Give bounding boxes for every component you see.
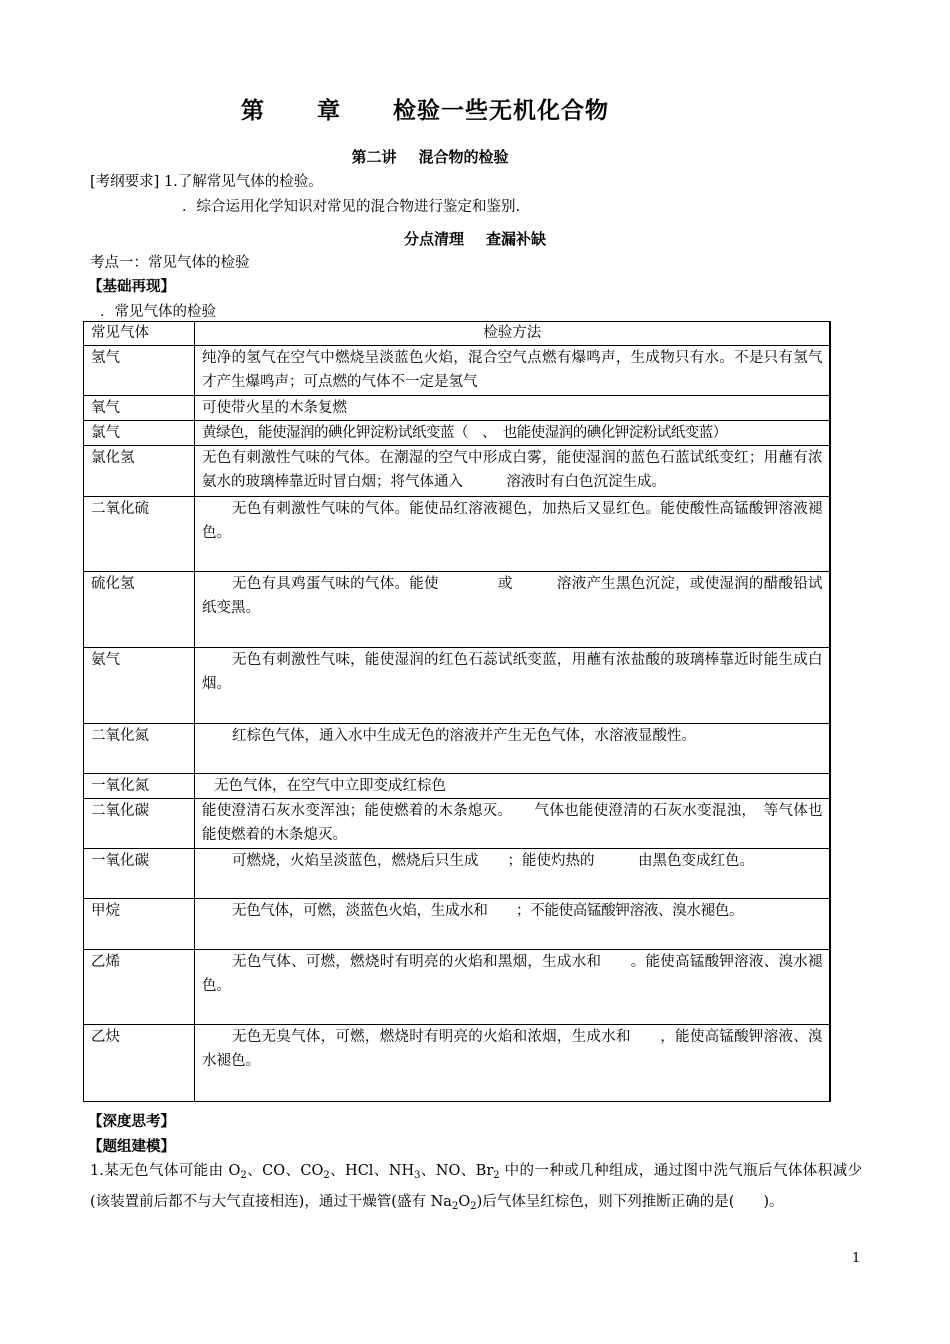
table-row (84, 497, 830, 572)
page-number: 1 (852, 1251, 861, 1266)
gas-test-table (83, 321, 831, 1102)
table-row (84, 849, 830, 899)
subscript: 2 (470, 1201, 477, 1212)
topic-heading: 考点一：常见气体的检验 (90, 255, 250, 271)
formula-text: O (458, 1194, 471, 1210)
table-row (84, 648, 830, 724)
table-row (84, 572, 830, 648)
test-method: 红棕色气体，通入水中生成无色的溶液并产生无色气体，水溶液显酸性。 (195, 724, 830, 774)
test-method: 无色气体，可燃，淡蓝色火焰，生成水和 ；不能使高锰酸钾溶液、溴水褪色。 (195, 899, 830, 950)
table-row (84, 950, 830, 1025)
gas-name: 一氧化碳 (84, 849, 195, 899)
table-row (84, 421, 830, 446)
gas-name: 一氧化氮 (84, 774, 195, 799)
chapter-title-text: 检验一些无机化合物 (393, 98, 609, 124)
table-row (84, 346, 830, 396)
gas-name: 乙烯 (84, 950, 195, 1025)
requirement-item-2: ．综合运用化学知识对常见的混合物进行鉴定和鉴别. (182, 199, 521, 215)
requirements-label: [考纲要求] (90, 174, 160, 190)
deep-thinking-heading: 【深度思考】 (88, 1114, 175, 1130)
gas-name: 氯化氢 (84, 446, 195, 497)
table-header-row (84, 322, 830, 346)
table-row (84, 899, 830, 950)
formula-text: 、CO、CO (246, 1163, 324, 1179)
test-method: 能使澄清石灰水变浑浊；能使燃着的木条熄灭。 气体也能使澄清的石灰水变混浊， 等气体也能使燃着的木条熄灭。 (195, 799, 830, 849)
formula-text: 、NO、Br (420, 1163, 494, 1179)
section-heading-right: 查漏补缺 (486, 230, 547, 248)
table-row (84, 724, 830, 774)
question-1 (90, 1158, 862, 1220)
question-1-prefix: 1.某无色气体可能由 (90, 1163, 224, 1179)
question-1-suffix: )后气体呈红棕色，则下列推断正确的是( )。 (476, 1194, 784, 1210)
chapter-title-right: 章 (317, 98, 341, 124)
test-method: 无色有具鸡蛋气味的气体。能使 或 溶液产生黑色沉淀，或使湿润的醋酸铅试纸变黑。 (195, 572, 830, 648)
column-header-method: 检验方法 (195, 322, 830, 346)
subscript: 2 (451, 1201, 459, 1212)
test-method: 无色无臭气体，可燃，燃烧时有明亮的火焰和浓烟，生成水和 ，能使高锰酸钾溶液、溴水褪色。 (195, 1025, 830, 1102)
basics-heading: 【基础再现】 (88, 279, 175, 295)
subscript: 2 (323, 1170, 330, 1181)
formula-text: 、HCl、NH (329, 1163, 415, 1179)
test-method: 纯净的氢气在空气中燃烧呈淡蓝色火焰，混合空气点燃有爆鸣声，生成物只有水。不是只有氢气才产生爆鸣声；可点燃的气体不一定是氢气 (195, 346, 830, 396)
gas-name: 硫化氢 (84, 572, 195, 648)
gas-name: 二氧化氮 (84, 724, 195, 774)
column-header-gas: 常见气体 (84, 322, 195, 346)
table-caption: ．常见气体的检验 (100, 304, 216, 320)
requirement-item-1: 1.了解常见气体的检验。 (163, 174, 323, 190)
test-method: 可使带火星的木条复燃 (195, 396, 830, 421)
gas-name: 氢气 (84, 346, 195, 396)
requirements-line-1 (90, 170, 323, 191)
table-row (84, 774, 830, 799)
subscript: 3 (414, 1170, 421, 1181)
lecture-title-text: 混合物的检验 (418, 148, 509, 166)
table-row (84, 1025, 830, 1102)
test-method: 可燃烧，火焰呈淡蓝色，燃烧后只生成 ；能使灼热的 由黑色变成红色。 (195, 849, 830, 899)
table-row (84, 446, 830, 497)
table-row (84, 799, 830, 849)
gas-name: 甲烷 (84, 899, 195, 950)
chapter-title-left: 第 (241, 98, 265, 124)
gas-name: 二氧化硫 (84, 497, 195, 572)
chapter-title (0, 92, 850, 125)
test-method: 黄绿色，能使湿润的碘化钾淀粉试纸变蓝（ 、 也能使湿润的碘化钾淀粉试纸变蓝） (195, 421, 830, 446)
test-method: 无色有刺激性气味，能使湿润的红色石蕊试纸变蓝，用蘸有浓盐酸的玻璃棒靠近时能生成白烟。 (195, 648, 830, 724)
gas-name: 氨气 (84, 648, 195, 724)
gas-name: 氯气 (84, 421, 195, 446)
formula-text: O (228, 1163, 241, 1179)
gas-name: 二氧化碳 (84, 799, 195, 849)
subscript: 2 (240, 1170, 247, 1181)
modeling-heading: 【题组建模】 (88, 1139, 175, 1155)
test-method: 无色有刺激性气味的气体。能使品红溶液褪色，加热后又显红色。能使酸性高锰酸钾溶液褪色。 (195, 497, 830, 572)
test-method: 无色气体、可燃，燃烧时有明亮的火焰和黑烟，生成水和 。能使高锰酸钾溶液、溴水褪色。 (195, 950, 830, 1025)
lecture-title (0, 146, 860, 167)
table-row (84, 396, 830, 421)
test-method: 无色有刺激性气味的气体。在潮湿的空气中形成白雾，能使湿润的蓝色石蓝试纸变红；用蘸有浓氨水的玻璃棒靠近时冒白烟；将气体通入 溶液时有白色沉淀生成。 (195, 446, 830, 497)
subscript: 2 (493, 1170, 500, 1181)
question-1-middle: 中的一种或几种组成，通过图中洗气瓶后气体体积减少(该装置前后都不与大气直接相连)，通过干燥管(盛有 (90, 1163, 862, 1210)
formula-text: Na (430, 1194, 452, 1210)
gas-name: 乙炔 (84, 1025, 195, 1102)
section-heading-left: 分点清理 (403, 230, 464, 248)
test-method: 无色气体，在空气中立即变成红棕色 (195, 774, 830, 799)
section-heading (0, 228, 950, 249)
gas-name: 氧气 (84, 396, 195, 421)
lecture-label: 第二讲 (351, 148, 397, 166)
